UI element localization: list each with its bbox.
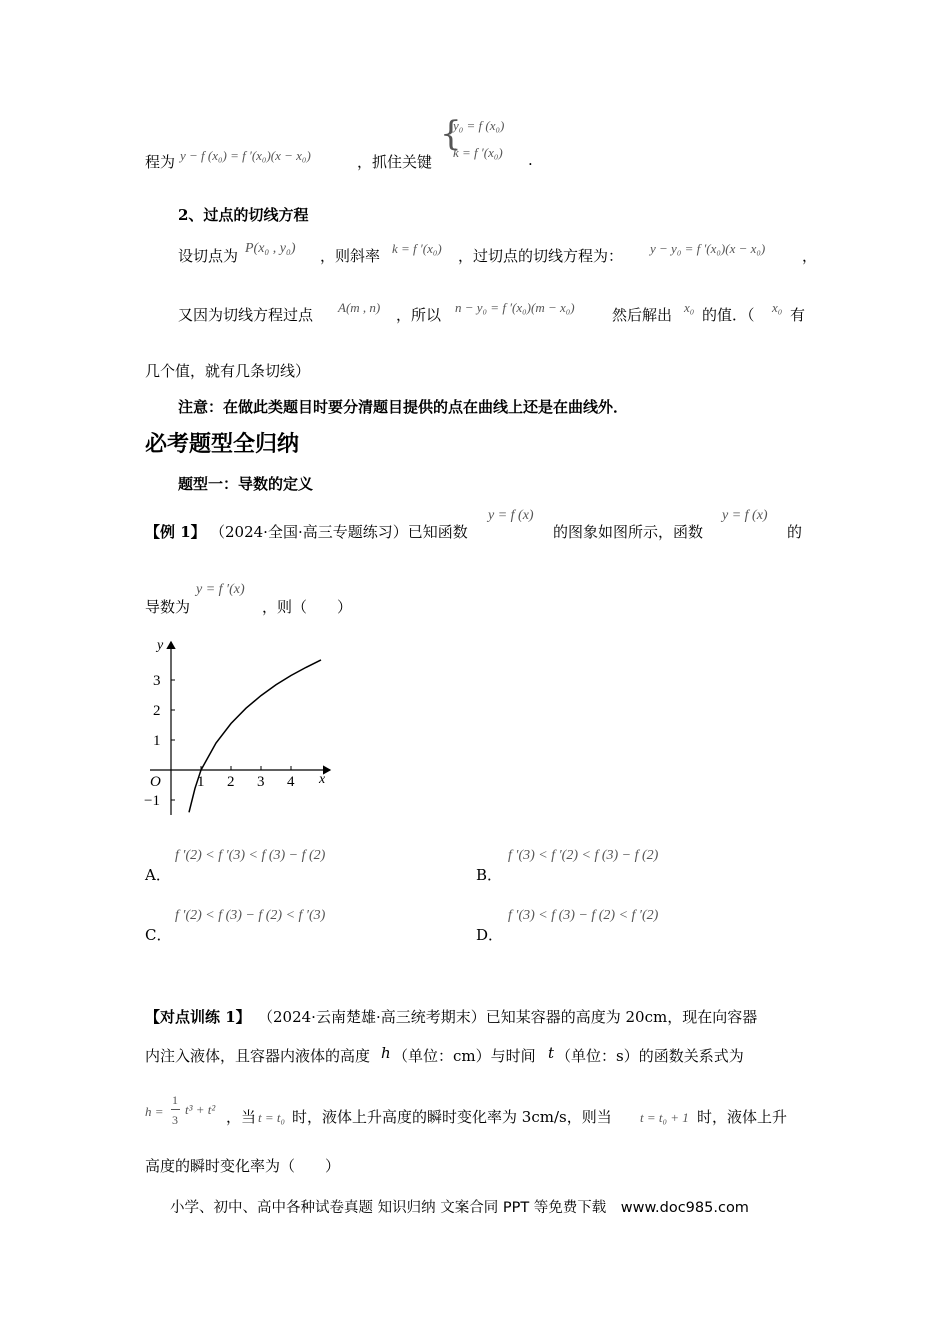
option-b-expr: f ′(3) < f ′(2) < f (3) − f (2) xyxy=(508,848,659,863)
function-graph xyxy=(140,630,340,820)
y-tick-label: 2 xyxy=(153,703,161,719)
x-tick-label: 3 xyxy=(257,774,265,790)
s2-l3: 几个值，就有几条切线） xyxy=(145,362,311,380)
option-c-expr: f ′(2) < f (3) − f (2) < f ′(3) xyxy=(175,908,326,923)
ex1-t1: 的图象如图所示，函数 xyxy=(553,523,704,541)
train1-eq-h: h = xyxy=(145,1104,164,1119)
s2-l2a: 又因为切线方程过点 xyxy=(178,306,314,324)
train1-l2a: 内注入液体，且容器内液体的高度 xyxy=(145,1047,371,1065)
section-title: 必考题型全归纳 xyxy=(145,432,300,457)
option-a-expr: f ′(2) < f ′(3) < f (3) − f (2) xyxy=(175,848,326,863)
train1-l3m2: t = t₀ + 1 xyxy=(640,1110,689,1125)
s2-heading: 2、过点的切线方程 xyxy=(178,206,309,224)
y-tick-label: 1 xyxy=(153,733,161,749)
ex1-tag: 【例 1】 xyxy=(145,523,206,541)
s2-l1m3: y − y₀ = f ′(x₀)(x − x₀) xyxy=(650,241,766,256)
ex1-m2: y = f (x) xyxy=(722,508,768,523)
y-tick-label: 3 xyxy=(153,673,161,689)
train1-l1: （2024·云南楚雄·高三统考期末）已知某容器的高度为 20cm，现在向容器 xyxy=(258,1008,758,1026)
s2-l2m2: n − y₀ = f ′(x₀)(m − x₀) xyxy=(455,300,575,315)
s2-l2m4: x₀ xyxy=(772,300,783,315)
s2-l1c: ，过切点的切线方程为： xyxy=(458,247,624,265)
fraction-bar xyxy=(171,1109,180,1110)
p1-mid: ，抓住关键 xyxy=(357,153,433,171)
system-brace: { xyxy=(440,114,462,154)
option-d-label: D． xyxy=(476,926,504,944)
train1-l3a: ，当 xyxy=(226,1108,257,1126)
s2-l2e: 有 xyxy=(790,306,806,324)
s2-l1m1: P(x₀ , y₀) xyxy=(245,241,296,256)
train1-h-var: h xyxy=(381,1044,391,1062)
x-tick-label: 1 xyxy=(197,774,205,790)
p1-equation: y − f (x₀) = f ′(x₀)(x − x₀) xyxy=(180,148,311,163)
option-b-label: B． xyxy=(476,866,503,884)
x-tick-label: 2 xyxy=(227,774,235,790)
train1-l2b: （单位：cm）与时间 xyxy=(393,1047,536,1065)
type1-heading: 题型一：导数的定义 xyxy=(178,475,314,493)
ex1-t4: ，则（ ） xyxy=(262,598,353,616)
function-curve xyxy=(189,660,321,812)
option-d-expr: f ′(3) < f (3) − f (2) < f ′(2) xyxy=(508,908,659,923)
ex1-t3: 导数为 xyxy=(145,598,191,616)
x-tick-label: 4 xyxy=(287,774,295,790)
s2-l1m2: k = f ′(x₀) xyxy=(392,241,442,256)
x-axis-label: x xyxy=(319,772,326,787)
s2-l2m1: A(m , n) xyxy=(338,300,381,315)
ex1-t2: 的 xyxy=(787,523,803,541)
ex1-source: （2024·全国·高三专题练习）已知函数 xyxy=(210,523,468,541)
train1-tag: 【对点训练 1】 xyxy=(145,1008,251,1026)
s2-l2m3: x₀ xyxy=(684,300,695,315)
note: 注意：在做此类题目时要分清题目提供的点在曲线上还是在曲线外． xyxy=(178,398,629,416)
train1-l3m1: t = t₀ xyxy=(258,1110,286,1125)
y-tick-label: −1 xyxy=(144,793,160,809)
y-axis-label: y xyxy=(157,638,164,653)
s2-l1a: 设切点为 xyxy=(178,247,239,265)
s2-l1b: ，则斜率 xyxy=(320,247,381,265)
train1-frac-num: 1 xyxy=(172,1093,178,1107)
s2-l1d: ， xyxy=(802,247,818,265)
train1-l3c: 时，液体上升 xyxy=(697,1108,788,1126)
ex1-m3: y = f ′(x) xyxy=(196,582,245,597)
p1-end: . xyxy=(528,151,533,169)
footer: 小学、初中、高中各种试卷真题 知识归纳 文案合同 PPT 等免费下载 www.doc985.com xyxy=(170,1200,749,1216)
s2-l2b: ，所以 xyxy=(396,306,442,324)
option-a-label: A． xyxy=(145,866,171,884)
train1-l2c: （单位：s）的函数关系式为 xyxy=(556,1047,744,1065)
train1-eq-rest: t³ + t² xyxy=(185,1102,216,1117)
s2-l2c: 然后解出 xyxy=(612,306,673,324)
train1-t-var: t xyxy=(548,1044,555,1062)
s2-l2d: 的值．（ xyxy=(702,306,755,324)
p1-system-line2: k = f ′(x₀) xyxy=(453,145,503,160)
train1-l3b: 时，液体上升高度的瞬时变化率为 3cm/s，则当 xyxy=(292,1108,612,1126)
train1-frac-den: 3 xyxy=(172,1113,178,1127)
p1-prefix: 程为 xyxy=(145,153,176,171)
option-c-label: C． xyxy=(145,926,172,944)
origin-label: O xyxy=(150,774,161,790)
train1-l4: 高度的瞬时变化率为（ ） xyxy=(145,1157,341,1175)
p1-system-line1: y₀ = f (x₀) xyxy=(453,118,505,133)
ex1-m1: y = f (x) xyxy=(488,508,534,523)
